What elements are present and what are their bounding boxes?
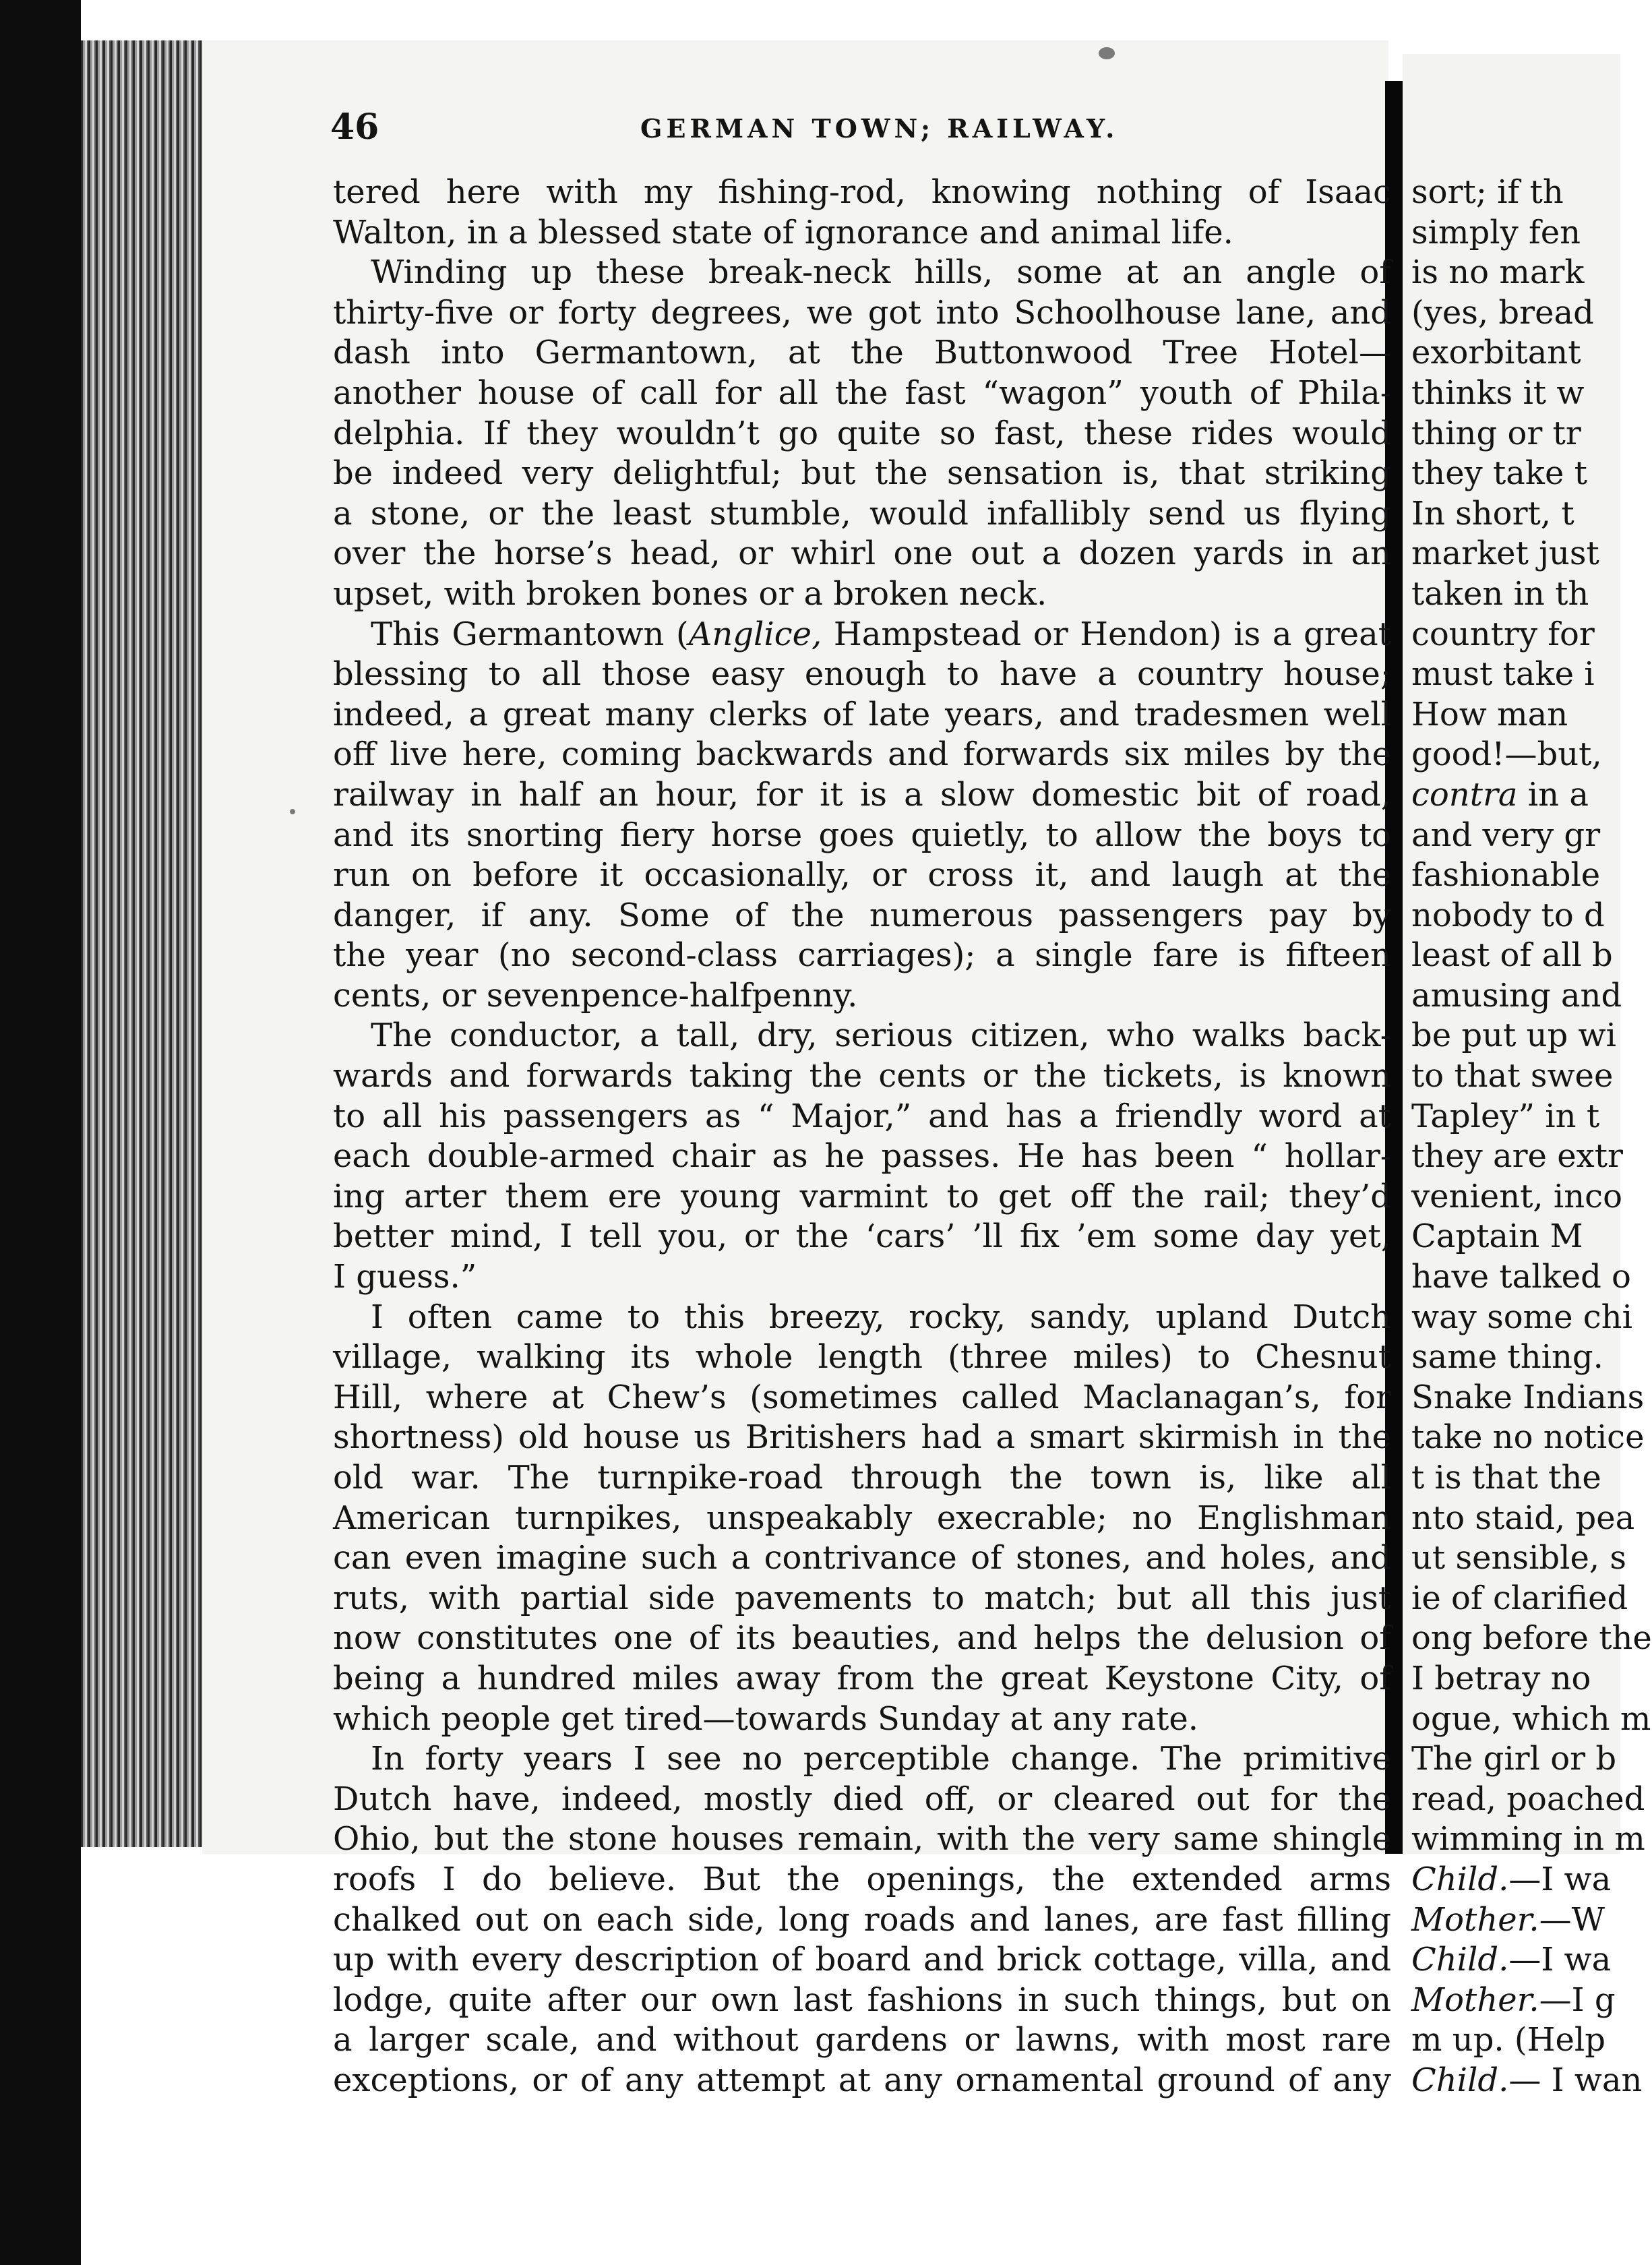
ink-speck — [1099, 47, 1115, 59]
facing-text-line: Mother.—I g — [1411, 1981, 1616, 2019]
facing-text-line: they are extr — [1411, 1137, 1623, 1176]
text-line: railway in half an hour, for it is a slow domestic bit of road, — [333, 775, 1391, 814]
facing-text-line: amusing and — [1411, 976, 1622, 1015]
text-line: each double-armed chair as he passes. He has been “ hollar- — [333, 1137, 1391, 1176]
facing-text-line: thing or tr — [1411, 414, 1581, 452]
facing-text-line: they take t — [1411, 454, 1587, 493]
text-line: dash into Germantown, at the Buttonwood Tree Hotel— — [333, 334, 1391, 372]
text-line: a stone, or the least stumble, would infallibly send us flying — [333, 494, 1391, 533]
facing-text-line: Captain M — [1411, 1217, 1583, 1256]
text-line: Walton, in a blessed state of ignorance and animal life. — [333, 213, 1233, 251]
facing-text-line: have talked o — [1411, 1258, 1631, 1296]
facing-text-line: read, poached — [1411, 1780, 1645, 1818]
facing-text-line: I betray no — [1411, 1659, 1591, 1697]
text-line: I guess.” — [333, 1258, 477, 1296]
facing-text-line: thinks it w — [1411, 373, 1585, 412]
facing-text-line: (yes, bread — [1411, 293, 1594, 332]
facing-text-line: nto staid, pea — [1411, 1499, 1635, 1537]
facing-text-line: least of all b — [1411, 936, 1613, 975]
text-line: now constitutes one of its beauties, and helps the delusion of — [333, 1619, 1391, 1658]
text-line: I often came to this breezy, rocky, sandy, upland Dutch — [371, 1298, 1391, 1336]
text-line: thirty-five or forty degrees, we got into Schoolhouse lane, and — [333, 293, 1391, 332]
running-head: GERMAN TOWN; RAILWAY. — [640, 113, 1119, 144]
facing-text-line: Snake Indians — [1411, 1378, 1645, 1416]
text-line: up with every description of board and brick cottage, villa, and — [333, 1941, 1391, 1979]
text-line: the year (no second-class carriages); a single fare is fifteen — [333, 936, 1391, 975]
text-line: off live here, coming backwards and forwards six miles by the — [333, 735, 1391, 774]
text-line: indeed, a great many clerks of late years, and tradesmen well — [333, 695, 1391, 733]
facing-text-line: must take i — [1411, 655, 1595, 694]
facing-text-line: market just — [1411, 535, 1599, 573]
ink-speck — [290, 809, 295, 814]
text-line: Ohio, but the stone houses remain, with the very same shingle — [333, 1820, 1391, 1859]
text-line: which people get tired—towards Sunday at any rate. — [333, 1699, 1199, 1738]
text-line: be indeed very delightful; but the sensation is, that striking — [333, 454, 1391, 493]
text-line: exceptions, or of any attempt at any ornamental ground of any — [333, 2061, 1391, 2099]
text-line: village, walking its whole length (three miles) to Chesnut — [333, 1338, 1391, 1377]
text-line: ing arter them ere young varmint to get off the rail; they’d — [333, 1177, 1391, 1215]
text-line: and its snorting fiery horse goes quietly, to allow the boys to — [333, 816, 1391, 854]
facing-text-line: ong before the — [1411, 1619, 1652, 1658]
text-line: American turnpikes, unspeakably execrable; no Englishman — [333, 1499, 1391, 1537]
text-line: Dutch have, indeed, mostly died off, or cleared out for the — [333, 1780, 1391, 1818]
text-line: a larger scale, and without gardens or lawns, with most rare — [333, 2021, 1391, 2059]
text-line: Hill, where at Chew’s (sometimes called Maclanagan’s, for — [333, 1378, 1391, 1416]
facing-text-line: same thing. — [1411, 1338, 1603, 1377]
page-edges — [81, 40, 216, 1847]
facing-text-line: ie of clarified — [1411, 1579, 1628, 1617]
facing-text-line: m up. (Help — [1411, 2021, 1605, 2059]
text-line: The conductor, a tall, dry, serious citizen, who walks back- — [371, 1017, 1391, 1055]
facing-text-line: How man — [1411, 695, 1568, 733]
facing-text-line: take no notice — [1411, 1418, 1645, 1457]
text-line: lodge, quite after our own last fashions in such things, but on — [333, 1981, 1391, 2019]
text-line: shortness) old house us Britishers had a smart skirmish in the — [333, 1418, 1391, 1457]
text-line: to all his passengers as “ Major,” and has a friendly word at — [333, 1097, 1391, 1135]
facing-text-line: good!—but, — [1411, 735, 1602, 774]
text-line: old war. The turnpike-road through the town is, like all — [333, 1459, 1391, 1497]
text-line: roofs I do believe. But the openings, the extended arms — [333, 1860, 1391, 1898]
text-line: This Germantown (Anglice, Hampstead or Hendon) is a great — [371, 615, 1391, 653]
text-line: upset, with broken bones or a broken neck. — [333, 574, 1047, 613]
scan-dark-margin — [0, 0, 81, 2265]
text-line: can even imagine such a contrivance of stones, and holes, and — [333, 1539, 1391, 1577]
text-line: blessing to all those easy enough to have a country house; — [333, 655, 1391, 694]
facing-text-line: Child.— I wan — [1411, 2061, 1643, 2099]
text-line: chalked out on each side, long roads and lanes, are fast filling — [333, 1900, 1391, 1939]
facing-text-line: taken in th — [1411, 574, 1589, 613]
facing-text-line: contra in a — [1411, 775, 1589, 814]
facing-text-line: ut sensible, s — [1411, 1539, 1627, 1577]
facing-text-line: Child.—I wa — [1411, 1941, 1612, 1979]
text-line: danger, if any. Some of the numerous passengers pay by — [333, 896, 1391, 934]
facing-text-line: The girl or b — [1411, 1740, 1617, 1778]
text-line: Winding up these break-neck hills, some at an angle of — [371, 253, 1391, 292]
facing-text-line: simply fen — [1411, 213, 1581, 251]
text-line: over the horse’s head, or whirl one out a dozen yards in an — [333, 535, 1391, 573]
facing-text-line: Mother.—W — [1411, 1900, 1605, 1939]
text-line: run on before it occasionally, or cross it, and laugh at the — [333, 856, 1391, 895]
facing-text-line: Child.—I wa — [1411, 1860, 1612, 1898]
facing-text-line: Tapley” in t — [1411, 1097, 1600, 1135]
page-number: 46 — [330, 107, 379, 148]
facing-page-text — [1411, 173, 1652, 2101]
text-line: In forty years I see no perceptible change. The primitive — [371, 1740, 1391, 1778]
text-line: ruts, with partial side pavements to match; but all this just — [333, 1579, 1391, 1617]
text-line: better mind, I tell you, or the ‘cars’ ’ll fix ’em some day yet, — [333, 1217, 1391, 1256]
text-line: wards and forwards taking the cents or the tickets, is known — [333, 1057, 1391, 1095]
facing-text-line: In short, t — [1411, 494, 1574, 533]
text-line: cents, or sevenpence-halfpenny. — [333, 976, 858, 1015]
facing-text-line: and very gr — [1411, 816, 1601, 854]
facing-text-line: nobody to d — [1411, 896, 1605, 934]
facing-text-line: way some chi — [1411, 1298, 1632, 1336]
facing-text-line: sort; if th — [1411, 173, 1564, 211]
facing-text-line: exorbitant — [1411, 334, 1581, 372]
text-line: being a hundred miles away from the great Keystone City, of — [333, 1659, 1391, 1697]
facing-text-line: to that swee — [1411, 1057, 1614, 1095]
text-line: delphia. If they wouldn’t go quite so fast, these rides would — [333, 414, 1391, 452]
text-line: another house of call for all the fast “wagon” youth of Phila- — [333, 373, 1391, 412]
facing-text-line: is no mark — [1411, 253, 1585, 292]
facing-text-line: be put up wi — [1411, 1017, 1616, 1055]
facing-text-line: venient, inco — [1411, 1177, 1622, 1215]
text-line: tered here with my fishing-rod, knowing nothing of Isaac — [333, 173, 1391, 211]
facing-text-line: t is that the — [1411, 1459, 1601, 1497]
facing-text-line: fashionable — [1411, 856, 1601, 895]
facing-text-line: wimming in m — [1411, 1820, 1645, 1859]
facing-text-line: ogue, which m — [1411, 1699, 1651, 1738]
facing-text-line: country for — [1411, 615, 1595, 653]
body-text — [333, 173, 1391, 2101]
